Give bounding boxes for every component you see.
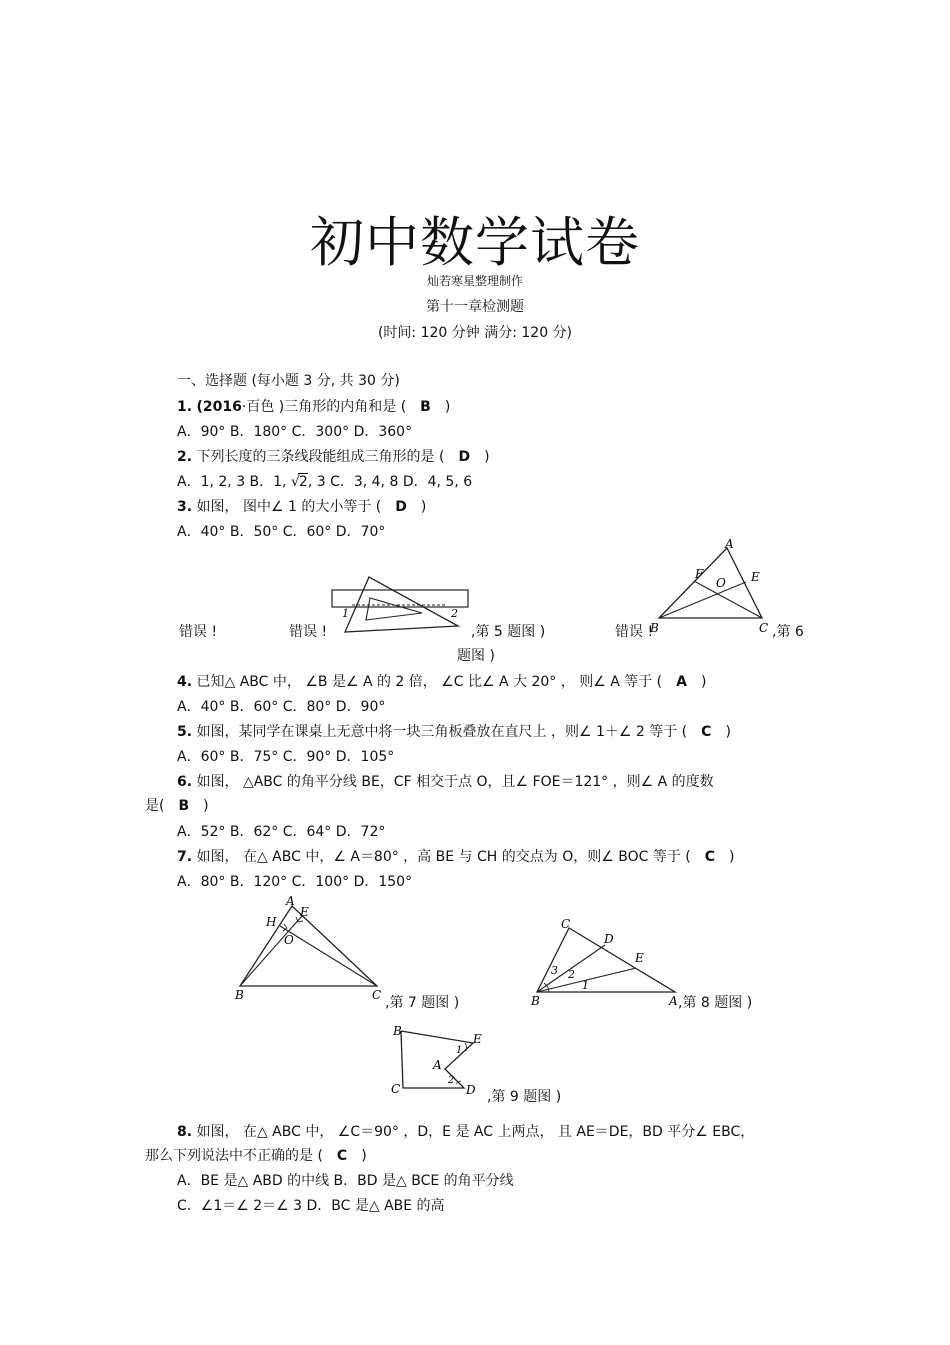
question-7-options: A．80° B．120° C．100° D．150° xyxy=(177,874,413,890)
answer: C xyxy=(336,1148,348,1164)
triangle-board-outer xyxy=(345,577,458,632)
angle-label-1: 1 xyxy=(342,607,349,620)
vertex-label-b: B xyxy=(650,621,659,635)
paren-close: ) xyxy=(420,499,427,515)
question-3-options: A．40° B．50° C．60° D．70° xyxy=(177,524,386,540)
answer: B xyxy=(420,399,431,415)
question-text: 下列长度的三条线段能组成三角形的是 ( xyxy=(196,449,445,465)
chapter-title: 第十一章检测题 xyxy=(426,299,524,315)
question-text: ·百色 )三角形的内角和是 ( xyxy=(241,399,407,415)
question-number: 2. xyxy=(177,449,193,465)
vertex-label-a: A xyxy=(286,894,295,908)
vertex-label-o: O xyxy=(284,933,294,947)
vertex-label-d: D xyxy=(466,1083,476,1097)
triangle-abc xyxy=(659,548,762,618)
question-source: (2016 xyxy=(196,399,242,415)
section-heading: 一、选择题 (每小题 3 分, 共 30 分) xyxy=(177,373,400,389)
answer: C xyxy=(704,849,716,865)
figure-7 xyxy=(230,893,390,1005)
question-number: 6. xyxy=(177,774,193,790)
vertex-label-b: B xyxy=(235,988,244,1002)
figure-7-caption: ,第 7 题图 ) xyxy=(385,995,460,1011)
vertex-label-b: B xyxy=(393,1024,402,1038)
question-text: 已知△ ABC 中， ∠B 是∠ A 的 2 倍， ∠C 比∠ A 大 20° ， 则∠ A 等于 ( xyxy=(196,674,663,690)
question-text-cont: 是( xyxy=(145,798,165,814)
answer: C xyxy=(701,724,712,740)
figure-6 xyxy=(650,538,775,636)
paren-close: ) xyxy=(701,674,707,690)
vertex-label-a: A xyxy=(669,994,678,1008)
figure-6-caption-b: 题图 ) xyxy=(457,648,495,664)
question-8-options-cd: C．∠1＝∠ 2＝∠ 3 D．BC 是△ ABE 的高 xyxy=(177,1198,445,1214)
question-4-options: A．40° B．60° C．80° D．90° xyxy=(177,699,386,715)
vertex-label-f: F xyxy=(695,567,704,581)
paren-close: ) xyxy=(725,724,731,740)
question-number: 8. xyxy=(177,1124,193,1140)
question-2-options xyxy=(177,471,472,491)
question-8-options-ab: A．BE 是△ ABD 的中线 B．BD 是△ BCE 的角平分线 xyxy=(177,1173,514,1189)
vertex-label-o: O xyxy=(716,576,726,590)
question-6 xyxy=(177,771,714,791)
question-number: 4. xyxy=(177,674,193,690)
vertex-label-b: B xyxy=(531,994,540,1008)
sqrt-value: 2 xyxy=(298,474,308,490)
question-1-options: A．90° B．180° C．300° D．360° xyxy=(177,424,413,440)
angle-label-1: 1 xyxy=(582,979,589,992)
error-text-2: 错误 ! xyxy=(289,624,328,640)
figure-8-caption: ,第 8 题图 ) xyxy=(678,995,753,1011)
figure-6-caption-a: ,第 6 xyxy=(772,624,804,640)
paren-close: ) xyxy=(484,449,490,465)
vertex-label-e: E xyxy=(751,570,760,584)
question-6-line2 xyxy=(145,795,209,815)
paren-close: ) xyxy=(203,798,209,814)
vertex-label-c: C xyxy=(391,1082,401,1096)
answer: B xyxy=(178,798,190,814)
answer: D xyxy=(458,449,471,465)
answer: D xyxy=(395,499,407,515)
question-6-options: A．52° B．62° C．64° D．72° xyxy=(177,824,386,840)
question-text: 如图，某同学在课桌上无意中将一块三角板叠放在直尺上 ，则∠ 1＋∠ 2 等于 ( xyxy=(196,724,688,740)
vertex-label-h: H xyxy=(266,915,277,929)
angle-label-2: 2 xyxy=(451,607,458,620)
vertex-label-c: C xyxy=(759,621,769,635)
paren-close: ) xyxy=(361,1148,367,1164)
vertex-label-a: A xyxy=(433,1058,442,1072)
question-1 xyxy=(177,396,450,416)
vertex-label-e: E xyxy=(300,905,309,919)
question-4 xyxy=(177,671,706,691)
page-subtitle: 灿若寒星整理制作 xyxy=(426,274,523,288)
paren-close: ) xyxy=(729,849,735,865)
error-text-1: 错误 ! xyxy=(179,624,218,640)
question-8 xyxy=(177,1121,754,1141)
figure-9-caption: ,第 9 题图 ) xyxy=(487,1089,562,1105)
vertex-label-d: D xyxy=(604,932,614,946)
question-number: 3. xyxy=(177,499,193,515)
question-number: 7. xyxy=(177,849,193,865)
altitude-ch xyxy=(280,926,377,986)
ruler-shape xyxy=(332,590,468,607)
options-part-a: A．1, 2, 3 B．1, xyxy=(177,474,287,490)
time-limit: (时间: 120 分钟 满分: 120 分) xyxy=(377,325,573,341)
angle-label-2: 2 xyxy=(448,1075,455,1086)
vertex-label-c: C xyxy=(561,917,571,931)
options-part-b: , 3 C．3, 4, 8 D．4, 5, 6 xyxy=(307,474,473,490)
question-2 xyxy=(177,446,490,466)
page-title: 初中数学试卷 xyxy=(310,211,640,274)
question-text: 如图， 在△ ABC 中， ∠C＝90° ，D，E 是 AC 上两点， 且 AE＝DE，BD 平分∠ EBC， xyxy=(196,1124,755,1140)
error-text-3: 错误 ! xyxy=(615,624,654,640)
question-8-line2 xyxy=(145,1145,367,1165)
answer: A xyxy=(676,674,687,690)
angle-label-1: 1 xyxy=(456,1045,463,1056)
question-text: 如图， △ABC 的角平分线 BE，CF 相交于点 O，且∠ FOE＝121° ，则∠ A 的度数 xyxy=(196,774,714,790)
question-7 xyxy=(177,846,734,866)
vertex-label-c: C xyxy=(372,988,382,1002)
paren-close: ) xyxy=(444,399,451,415)
sqrt-sign: √ xyxy=(290,474,300,490)
question-text-cont: 那么下列说法中不正确的是 ( xyxy=(145,1148,323,1164)
vertex-label-e: E xyxy=(473,1032,482,1046)
question-number: 5. xyxy=(177,724,193,740)
question-text: 如图， 在△ ABC 中，∠ A＝80° ，高 BE 与 CH 的交点为 O，则∠ BOC 等于 ( xyxy=(196,849,691,865)
figure-9 xyxy=(385,1021,490,1101)
question-5-options: A．60° B．75° C．90° D．105° xyxy=(177,749,395,765)
figure-5-caption: ,第 5 题图 ) xyxy=(471,624,546,640)
question-text: 如图， 图中∠ 1 的大小等于 ( xyxy=(196,499,382,515)
figure-8 xyxy=(527,913,687,1008)
vertex-label-a: A xyxy=(725,538,734,551)
angle-label-2: 2 xyxy=(568,968,575,981)
figure-5 xyxy=(328,572,473,636)
vertex-label-e: E xyxy=(635,951,644,965)
question-3 xyxy=(177,496,426,516)
angle-label-3: 3 xyxy=(551,964,558,977)
bisector-be xyxy=(659,582,746,618)
question-5 xyxy=(177,721,731,741)
question-number: 1. xyxy=(177,399,193,415)
